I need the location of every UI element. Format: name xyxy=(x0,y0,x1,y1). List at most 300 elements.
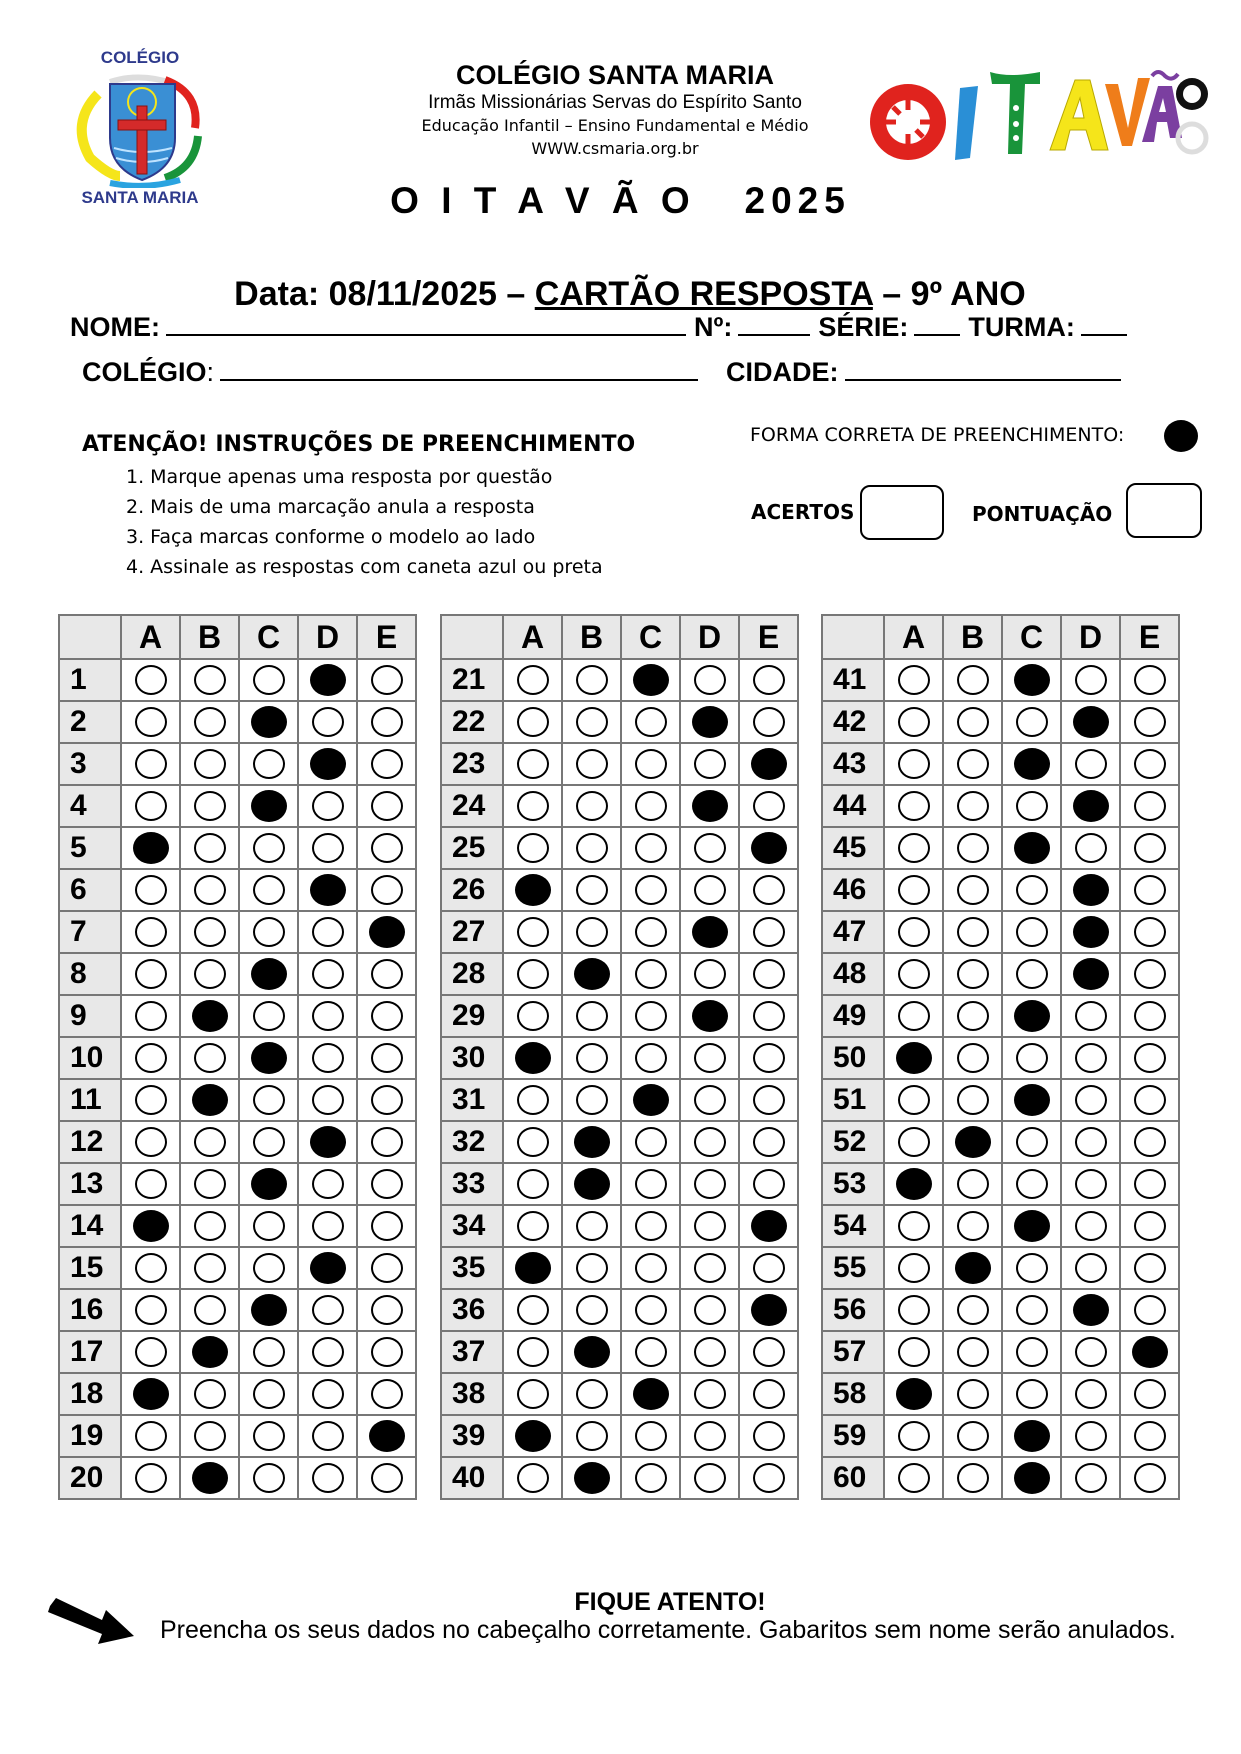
empty-bubble-b[interactable] xyxy=(576,1211,608,1241)
empty-bubble-d[interactable] xyxy=(312,917,344,947)
empty-bubble-a[interactable] xyxy=(898,1463,930,1493)
empty-bubble-e[interactable] xyxy=(1134,1211,1166,1241)
filled-bubble-a[interactable] xyxy=(515,1042,551,1074)
empty-bubble-a[interactable] xyxy=(898,875,930,905)
empty-bubble-a[interactable] xyxy=(135,791,167,821)
empty-bubble-b[interactable] xyxy=(194,959,226,989)
empty-bubble-a[interactable] xyxy=(135,1001,167,1031)
empty-bubble-a[interactable] xyxy=(517,1337,549,1367)
empty-bubble-b[interactable] xyxy=(576,1295,608,1325)
empty-bubble-e[interactable] xyxy=(1134,1421,1166,1451)
empty-bubble-b[interactable] xyxy=(194,1253,226,1283)
filled-bubble-c[interactable] xyxy=(633,1084,669,1116)
empty-bubble-c[interactable] xyxy=(1016,1043,1048,1073)
empty-bubble-e[interactable] xyxy=(1134,1295,1166,1325)
filled-bubble-c[interactable] xyxy=(251,1168,287,1200)
filled-bubble-d[interactable] xyxy=(1073,790,1109,822)
empty-bubble-d[interactable] xyxy=(312,1043,344,1073)
empty-bubble-c[interactable] xyxy=(635,707,667,737)
empty-bubble-d[interactable] xyxy=(694,1379,726,1409)
empty-bubble-c[interactable] xyxy=(253,1211,285,1241)
empty-bubble-e[interactable] xyxy=(1134,1169,1166,1199)
empty-bubble-b[interactable] xyxy=(576,665,608,695)
empty-bubble-c[interactable] xyxy=(1016,1295,1048,1325)
empty-bubble-b[interactable] xyxy=(576,707,608,737)
empty-bubble-a[interactable] xyxy=(135,917,167,947)
empty-bubble-b[interactable] xyxy=(576,1379,608,1409)
empty-bubble-b[interactable] xyxy=(957,1379,989,1409)
empty-bubble-e[interactable] xyxy=(371,1211,403,1241)
empty-bubble-d[interactable] xyxy=(694,1211,726,1241)
empty-bubble-c[interactable] xyxy=(1016,707,1048,737)
empty-bubble-a[interactable] xyxy=(898,959,930,989)
empty-bubble-b[interactable] xyxy=(194,1421,226,1451)
empty-bubble-d[interactable] xyxy=(312,959,344,989)
empty-bubble-c[interactable] xyxy=(253,665,285,695)
empty-bubble-b[interactable] xyxy=(957,791,989,821)
empty-bubble-c[interactable] xyxy=(635,1127,667,1157)
empty-bubble-a[interactable] xyxy=(898,749,930,779)
empty-bubble-d[interactable] xyxy=(1075,1211,1107,1241)
empty-bubble-b[interactable] xyxy=(576,791,608,821)
empty-bubble-d[interactable] xyxy=(694,1421,726,1451)
empty-bubble-e[interactable] xyxy=(753,1421,785,1451)
numero-field[interactable] xyxy=(738,312,810,336)
filled-bubble-c[interactable] xyxy=(1014,1462,1050,1494)
empty-bubble-e[interactable] xyxy=(371,749,403,779)
filled-bubble-e[interactable] xyxy=(751,1294,787,1326)
empty-bubble-a[interactable] xyxy=(898,833,930,863)
empty-bubble-c[interactable] xyxy=(635,833,667,863)
empty-bubble-c[interactable] xyxy=(1016,1253,1048,1283)
empty-bubble-a[interactable] xyxy=(517,917,549,947)
empty-bubble-e[interactable] xyxy=(753,791,785,821)
empty-bubble-e[interactable] xyxy=(753,1043,785,1073)
empty-bubble-c[interactable] xyxy=(253,833,285,863)
empty-bubble-d[interactable] xyxy=(694,1169,726,1199)
empty-bubble-e[interactable] xyxy=(753,1127,785,1157)
filled-bubble-e[interactable] xyxy=(1132,1336,1168,1368)
empty-bubble-a[interactable] xyxy=(517,791,549,821)
filled-bubble-b[interactable] xyxy=(574,1462,610,1494)
empty-bubble-e[interactable] xyxy=(753,959,785,989)
filled-bubble-b[interactable] xyxy=(192,1084,228,1116)
empty-bubble-e[interactable] xyxy=(1134,707,1166,737)
empty-bubble-e[interactable] xyxy=(1134,917,1166,947)
empty-bubble-d[interactable] xyxy=(1075,1001,1107,1031)
empty-bubble-b[interactable] xyxy=(576,833,608,863)
empty-bubble-e[interactable] xyxy=(371,1337,403,1367)
empty-bubble-b[interactable] xyxy=(576,1253,608,1283)
filled-bubble-c[interactable] xyxy=(251,706,287,738)
empty-bubble-e[interactable] xyxy=(1134,1253,1166,1283)
empty-bubble-a[interactable] xyxy=(517,1127,549,1157)
filled-bubble-c[interactable] xyxy=(633,1378,669,1410)
empty-bubble-b[interactable] xyxy=(957,917,989,947)
empty-bubble-d[interactable] xyxy=(312,1085,344,1115)
empty-bubble-a[interactable] xyxy=(898,1337,930,1367)
empty-bubble-c[interactable] xyxy=(635,959,667,989)
empty-bubble-b[interactable] xyxy=(194,707,226,737)
empty-bubble-c[interactable] xyxy=(253,1085,285,1115)
empty-bubble-b[interactable] xyxy=(957,1085,989,1115)
cidade-field[interactable] xyxy=(845,357,1121,381)
empty-bubble-d[interactable] xyxy=(1075,1337,1107,1367)
empty-bubble-a[interactable] xyxy=(135,749,167,779)
empty-bubble-b[interactable] xyxy=(194,1211,226,1241)
filled-bubble-c[interactable] xyxy=(251,790,287,822)
empty-bubble-d[interactable] xyxy=(312,1295,344,1325)
empty-bubble-e[interactable] xyxy=(1134,749,1166,779)
empty-bubble-d[interactable] xyxy=(1075,1421,1107,1451)
empty-bubble-e[interactable] xyxy=(371,1379,403,1409)
empty-bubble-c[interactable] xyxy=(635,1043,667,1073)
filled-bubble-d[interactable] xyxy=(692,706,728,738)
empty-bubble-d[interactable] xyxy=(694,1295,726,1325)
empty-bubble-d[interactable] xyxy=(694,1463,726,1493)
empty-bubble-c[interactable] xyxy=(635,1421,667,1451)
empty-bubble-c[interactable] xyxy=(253,1337,285,1367)
empty-bubble-a[interactable] xyxy=(517,749,549,779)
empty-bubble-e[interactable] xyxy=(371,1043,403,1073)
filled-bubble-d[interactable] xyxy=(1073,958,1109,990)
filled-bubble-e[interactable] xyxy=(369,1420,405,1452)
filled-bubble-c[interactable] xyxy=(1014,1420,1050,1452)
filled-bubble-c[interactable] xyxy=(251,1294,287,1326)
empty-bubble-b[interactable] xyxy=(194,1379,226,1409)
filled-bubble-b[interactable] xyxy=(574,1168,610,1200)
filled-bubble-d[interactable] xyxy=(310,748,346,780)
empty-bubble-d[interactable] xyxy=(1075,1085,1107,1115)
empty-bubble-c[interactable] xyxy=(635,1337,667,1367)
filled-bubble-a[interactable] xyxy=(515,1420,551,1452)
empty-bubble-b[interactable] xyxy=(576,1001,608,1031)
filled-bubble-b[interactable] xyxy=(574,1126,610,1158)
empty-bubble-c[interactable] xyxy=(635,1211,667,1241)
filled-bubble-b[interactable] xyxy=(192,1000,228,1032)
empty-bubble-d[interactable] xyxy=(312,1337,344,1367)
empty-bubble-e[interactable] xyxy=(753,1253,785,1283)
empty-bubble-d[interactable] xyxy=(1075,665,1107,695)
empty-bubble-d[interactable] xyxy=(694,1043,726,1073)
empty-bubble-e[interactable] xyxy=(753,665,785,695)
empty-bubble-d[interactable] xyxy=(1075,749,1107,779)
empty-bubble-a[interactable] xyxy=(135,875,167,905)
empty-bubble-d[interactable] xyxy=(1075,833,1107,863)
filled-bubble-e[interactable] xyxy=(751,1210,787,1242)
empty-bubble-a[interactable] xyxy=(517,1463,549,1493)
empty-bubble-e[interactable] xyxy=(371,665,403,695)
filled-bubble-a[interactable] xyxy=(133,1210,169,1242)
empty-bubble-e[interactable] xyxy=(371,1253,403,1283)
empty-bubble-a[interactable] xyxy=(517,833,549,863)
empty-bubble-b[interactable] xyxy=(957,1463,989,1493)
empty-bubble-d[interactable] xyxy=(312,1379,344,1409)
empty-bubble-c[interactable] xyxy=(253,1421,285,1451)
empty-bubble-e[interactable] xyxy=(753,1379,785,1409)
empty-bubble-a[interactable] xyxy=(517,1295,549,1325)
empty-bubble-a[interactable] xyxy=(898,917,930,947)
empty-bubble-e[interactable] xyxy=(371,875,403,905)
empty-bubble-e[interactable] xyxy=(371,1001,403,1031)
empty-bubble-c[interactable] xyxy=(253,1001,285,1031)
empty-bubble-d[interactable] xyxy=(694,1253,726,1283)
empty-bubble-e[interactable] xyxy=(1134,833,1166,863)
filled-bubble-c[interactable] xyxy=(1014,1084,1050,1116)
empty-bubble-b[interactable] xyxy=(957,833,989,863)
empty-bubble-c[interactable] xyxy=(1016,959,1048,989)
empty-bubble-e[interactable] xyxy=(1134,875,1166,905)
filled-bubble-c[interactable] xyxy=(1014,1000,1050,1032)
empty-bubble-b[interactable] xyxy=(194,833,226,863)
empty-bubble-b[interactable] xyxy=(576,749,608,779)
empty-bubble-d[interactable] xyxy=(694,1127,726,1157)
filled-bubble-d[interactable] xyxy=(310,874,346,906)
empty-bubble-b[interactable] xyxy=(957,1421,989,1451)
filled-bubble-b[interactable] xyxy=(192,1462,228,1494)
empty-bubble-a[interactable] xyxy=(135,1043,167,1073)
empty-bubble-d[interactable] xyxy=(312,1421,344,1451)
empty-bubble-c[interactable] xyxy=(635,1253,667,1283)
empty-bubble-d[interactable] xyxy=(1075,1127,1107,1157)
filled-bubble-c[interactable] xyxy=(633,664,669,696)
empty-bubble-e[interactable] xyxy=(753,1001,785,1031)
empty-bubble-e[interactable] xyxy=(753,1337,785,1367)
empty-bubble-b[interactable] xyxy=(576,875,608,905)
empty-bubble-a[interactable] xyxy=(135,1127,167,1157)
empty-bubble-c[interactable] xyxy=(1016,1379,1048,1409)
empty-bubble-b[interactable] xyxy=(957,1043,989,1073)
empty-bubble-e[interactable] xyxy=(753,1463,785,1493)
empty-bubble-a[interactable] xyxy=(898,665,930,695)
empty-bubble-b[interactable] xyxy=(576,1421,608,1451)
empty-bubble-a[interactable] xyxy=(898,1295,930,1325)
empty-bubble-e[interactable] xyxy=(371,833,403,863)
empty-bubble-e[interactable] xyxy=(1134,1001,1166,1031)
empty-bubble-b[interactable] xyxy=(194,875,226,905)
empty-bubble-c[interactable] xyxy=(253,1253,285,1283)
empty-bubble-a[interactable] xyxy=(898,1421,930,1451)
filled-bubble-d[interactable] xyxy=(310,1126,346,1158)
empty-bubble-b[interactable] xyxy=(576,1085,608,1115)
empty-bubble-e[interactable] xyxy=(1134,1043,1166,1073)
empty-bubble-b[interactable] xyxy=(957,875,989,905)
empty-bubble-d[interactable] xyxy=(312,791,344,821)
filled-bubble-a[interactable] xyxy=(133,1378,169,1410)
empty-bubble-a[interactable] xyxy=(517,1169,549,1199)
filled-bubble-b[interactable] xyxy=(192,1336,228,1368)
empty-bubble-d[interactable] xyxy=(694,665,726,695)
empty-bubble-d[interactable] xyxy=(312,1001,344,1031)
turma-field[interactable] xyxy=(1081,312,1127,336)
pontuacao-box[interactable] xyxy=(1126,483,1202,538)
empty-bubble-a[interactable] xyxy=(135,1421,167,1451)
acertos-box[interactable] xyxy=(860,485,944,540)
empty-bubble-b[interactable] xyxy=(194,917,226,947)
empty-bubble-a[interactable] xyxy=(898,707,930,737)
empty-bubble-e[interactable] xyxy=(371,1463,403,1493)
empty-bubble-a[interactable] xyxy=(135,1463,167,1493)
empty-bubble-e[interactable] xyxy=(1134,959,1166,989)
empty-bubble-e[interactable] xyxy=(1134,791,1166,821)
empty-bubble-e[interactable] xyxy=(753,1169,785,1199)
empty-bubble-b[interactable] xyxy=(194,1127,226,1157)
empty-bubble-d[interactable] xyxy=(694,1337,726,1367)
empty-bubble-c[interactable] xyxy=(1016,791,1048,821)
empty-bubble-b[interactable] xyxy=(194,1169,226,1199)
empty-bubble-a[interactable] xyxy=(517,1379,549,1409)
empty-bubble-e[interactable] xyxy=(1134,1379,1166,1409)
empty-bubble-b[interactable] xyxy=(957,749,989,779)
empty-bubble-e[interactable] xyxy=(371,1295,403,1325)
empty-bubble-b[interactable] xyxy=(194,791,226,821)
empty-bubble-c[interactable] xyxy=(253,875,285,905)
empty-bubble-c[interactable] xyxy=(253,917,285,947)
empty-bubble-e[interactable] xyxy=(371,1127,403,1157)
empty-bubble-d[interactable] xyxy=(694,1085,726,1115)
filled-bubble-a[interactable] xyxy=(896,1168,932,1200)
empty-bubble-d[interactable] xyxy=(312,1169,344,1199)
empty-bubble-a[interactable] xyxy=(135,707,167,737)
filled-bubble-d[interactable] xyxy=(692,1000,728,1032)
filled-bubble-a[interactable] xyxy=(896,1378,932,1410)
empty-bubble-d[interactable] xyxy=(1075,1253,1107,1283)
empty-bubble-a[interactable] xyxy=(898,1127,930,1157)
empty-bubble-d[interactable] xyxy=(312,707,344,737)
empty-bubble-e[interactable] xyxy=(1134,1127,1166,1157)
empty-bubble-a[interactable] xyxy=(898,1211,930,1241)
empty-bubble-b[interactable] xyxy=(576,917,608,947)
empty-bubble-d[interactable] xyxy=(694,833,726,863)
empty-bubble-b[interactable] xyxy=(576,1043,608,1073)
empty-bubble-c[interactable] xyxy=(635,791,667,821)
filled-bubble-c[interactable] xyxy=(1014,748,1050,780)
empty-bubble-a[interactable] xyxy=(898,791,930,821)
filled-bubble-b[interactable] xyxy=(574,958,610,990)
empty-bubble-d[interactable] xyxy=(1075,1463,1107,1493)
empty-bubble-b[interactable] xyxy=(194,665,226,695)
empty-bubble-c[interactable] xyxy=(1016,1337,1048,1367)
filled-bubble-a[interactable] xyxy=(515,874,551,906)
filled-bubble-e[interactable] xyxy=(751,832,787,864)
empty-bubble-c[interactable] xyxy=(635,1463,667,1493)
empty-bubble-b[interactable] xyxy=(194,749,226,779)
filled-bubble-d[interactable] xyxy=(692,916,728,948)
colegio-field[interactable] xyxy=(220,357,698,381)
filled-bubble-d[interactable] xyxy=(1073,916,1109,948)
empty-bubble-c[interactable] xyxy=(253,1379,285,1409)
empty-bubble-c[interactable] xyxy=(635,917,667,947)
empty-bubble-a[interactable] xyxy=(135,1169,167,1199)
filled-bubble-e[interactable] xyxy=(369,916,405,948)
empty-bubble-a[interactable] xyxy=(135,1337,167,1367)
empty-bubble-c[interactable] xyxy=(635,1295,667,1325)
empty-bubble-b[interactable] xyxy=(957,665,989,695)
empty-bubble-e[interactable] xyxy=(371,1085,403,1115)
empty-bubble-a[interactable] xyxy=(517,959,549,989)
empty-bubble-a[interactable] xyxy=(898,1253,930,1283)
empty-bubble-d[interactable] xyxy=(694,875,726,905)
empty-bubble-b[interactable] xyxy=(957,959,989,989)
filled-bubble-c[interactable] xyxy=(1014,664,1050,696)
empty-bubble-a[interactable] xyxy=(517,1211,549,1241)
filled-bubble-d[interactable] xyxy=(1073,874,1109,906)
empty-bubble-c[interactable] xyxy=(253,1463,285,1493)
empty-bubble-e[interactable] xyxy=(753,1085,785,1115)
empty-bubble-d[interactable] xyxy=(312,1463,344,1493)
empty-bubble-a[interactable] xyxy=(517,1001,549,1031)
filled-bubble-a[interactable] xyxy=(896,1042,932,1074)
empty-bubble-c[interactable] xyxy=(1016,1169,1048,1199)
empty-bubble-c[interactable] xyxy=(635,1001,667,1031)
empty-bubble-b[interactable] xyxy=(957,1337,989,1367)
filled-bubble-b[interactable] xyxy=(955,1252,991,1284)
empty-bubble-e[interactable] xyxy=(753,917,785,947)
filled-bubble-a[interactable] xyxy=(515,1252,551,1284)
empty-bubble-a[interactable] xyxy=(135,1085,167,1115)
empty-bubble-e[interactable] xyxy=(1134,665,1166,695)
serie-field[interactable] xyxy=(914,312,960,336)
empty-bubble-e[interactable] xyxy=(371,707,403,737)
empty-bubble-b[interactable] xyxy=(957,1295,989,1325)
filled-bubble-d[interactable] xyxy=(692,790,728,822)
empty-bubble-a[interactable] xyxy=(898,1001,930,1031)
filled-bubble-a[interactable] xyxy=(133,832,169,864)
filled-bubble-b[interactable] xyxy=(574,1336,610,1368)
empty-bubble-a[interactable] xyxy=(517,1085,549,1115)
filled-bubble-c[interactable] xyxy=(251,958,287,990)
empty-bubble-d[interactable] xyxy=(694,749,726,779)
empty-bubble-d[interactable] xyxy=(1075,1169,1107,1199)
empty-bubble-e[interactable] xyxy=(371,959,403,989)
empty-bubble-c[interactable] xyxy=(635,875,667,905)
empty-bubble-c[interactable] xyxy=(1016,875,1048,905)
empty-bubble-e[interactable] xyxy=(371,791,403,821)
empty-bubble-b[interactable] xyxy=(194,1043,226,1073)
filled-bubble-c[interactable] xyxy=(1014,1210,1050,1242)
filled-bubble-d[interactable] xyxy=(310,1252,346,1284)
empty-bubble-d[interactable] xyxy=(312,833,344,863)
empty-bubble-a[interactable] xyxy=(135,1295,167,1325)
filled-bubble-d[interactable] xyxy=(310,664,346,696)
empty-bubble-c[interactable] xyxy=(1016,917,1048,947)
filled-bubble-e[interactable] xyxy=(751,748,787,780)
empty-bubble-d[interactable] xyxy=(1075,1379,1107,1409)
empty-bubble-b[interactable] xyxy=(194,1295,226,1325)
empty-bubble-b[interactable] xyxy=(957,1169,989,1199)
empty-bubble-e[interactable] xyxy=(753,707,785,737)
empty-bubble-c[interactable] xyxy=(635,1169,667,1199)
empty-bubble-a[interactable] xyxy=(517,707,549,737)
empty-bubble-a[interactable] xyxy=(135,665,167,695)
empty-bubble-e[interactable] xyxy=(371,1169,403,1199)
empty-bubble-c[interactable] xyxy=(253,1127,285,1157)
empty-bubble-b[interactable] xyxy=(957,707,989,737)
filled-bubble-d[interactable] xyxy=(1073,1294,1109,1326)
empty-bubble-a[interactable] xyxy=(135,959,167,989)
empty-bubble-c[interactable] xyxy=(1016,1127,1048,1157)
empty-bubble-e[interactable] xyxy=(1134,1463,1166,1493)
nome-field[interactable] xyxy=(166,312,686,336)
filled-bubble-c[interactable] xyxy=(1014,832,1050,864)
filled-bubble-c[interactable] xyxy=(251,1042,287,1074)
empty-bubble-a[interactable] xyxy=(135,1253,167,1283)
filled-bubble-d[interactable] xyxy=(1073,706,1109,738)
empty-bubble-d[interactable] xyxy=(1075,1043,1107,1073)
empty-bubble-c[interactable] xyxy=(253,749,285,779)
empty-bubble-d[interactable] xyxy=(694,959,726,989)
filled-bubble-b[interactable] xyxy=(955,1126,991,1158)
